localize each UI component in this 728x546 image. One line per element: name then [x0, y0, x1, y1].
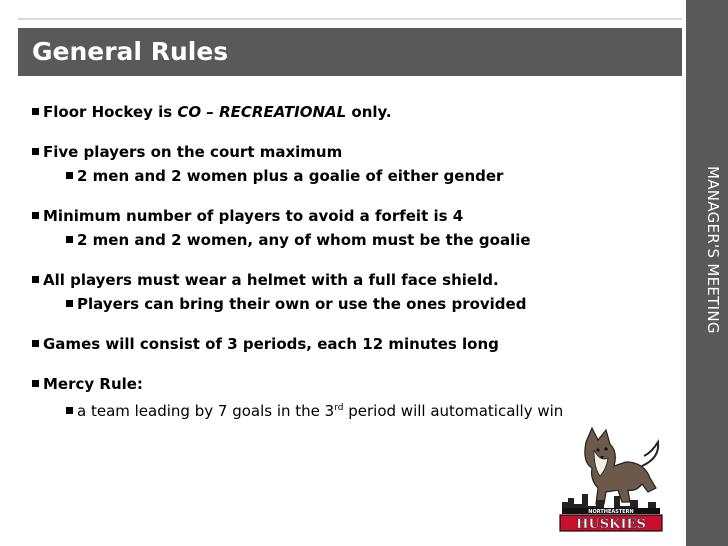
square-bullet-icon	[32, 212, 39, 219]
slide-title: General Rules	[18, 28, 682, 76]
square-bullet-icon	[32, 108, 39, 115]
subrule-helmet	[32, 292, 672, 316]
ordinal-suffix: rd	[334, 403, 344, 413]
rule-forfeit	[32, 204, 672, 228]
square-bullet-icon	[32, 340, 39, 347]
rule-text: Mercy Rule:	[43, 375, 143, 393]
side-label: MANAGER'S MEETING	[704, 166, 722, 334]
square-bullet-icon	[66, 172, 73, 179]
square-bullet-icon	[66, 407, 73, 414]
rules-list	[32, 100, 672, 420]
top-divider	[18, 18, 682, 20]
subrule-text: 2 men and 2 women plus a goalie of either gender	[77, 167, 504, 185]
rule-text: Floor Hockey is	[43, 103, 178, 121]
rule-players-max	[32, 140, 672, 164]
logo-banner-top: NORTHEASTERN	[588, 509, 634, 515]
rule-text: Games will consist of 3 periods, each 12 minutes long	[43, 335, 499, 353]
subrule-text: Players can bring their own or use the ones provided	[77, 295, 527, 313]
rule-text: All players must wear a helmet with a full face shield.	[43, 271, 499, 289]
rule-text: Minimum number of players to avoid a forfeit is 4	[43, 207, 464, 225]
square-bullet-icon	[66, 300, 73, 307]
rule-co-recreational	[32, 100, 672, 124]
square-bullet-icon	[32, 148, 39, 155]
square-bullet-icon	[66, 236, 73, 243]
subrule-players-max	[32, 164, 672, 188]
subrule-forfeit	[32, 228, 672, 252]
rule-text: Five players on the court maximum	[43, 143, 343, 161]
square-bullet-icon	[32, 380, 39, 387]
rule-periods	[32, 332, 672, 356]
rule-mercy	[32, 372, 672, 396]
subrule-mercy	[32, 396, 672, 420]
subrule-text: 2 men and 2 women, any of whom must be the goalie	[77, 231, 531, 249]
square-bullet-icon	[32, 276, 39, 283]
rule-helmet	[32, 268, 672, 292]
subrule-text: period will automatically win	[343, 402, 564, 420]
rule-emphasis: CO – RECREATIONAL	[177, 103, 347, 121]
logo-banner-main: HUSKIES	[576, 517, 646, 532]
huskies-logo	[556, 422, 666, 534]
rule-text: only.	[346, 103, 392, 121]
subrule-text: a team leading by 7 goals in the 3	[77, 402, 335, 420]
